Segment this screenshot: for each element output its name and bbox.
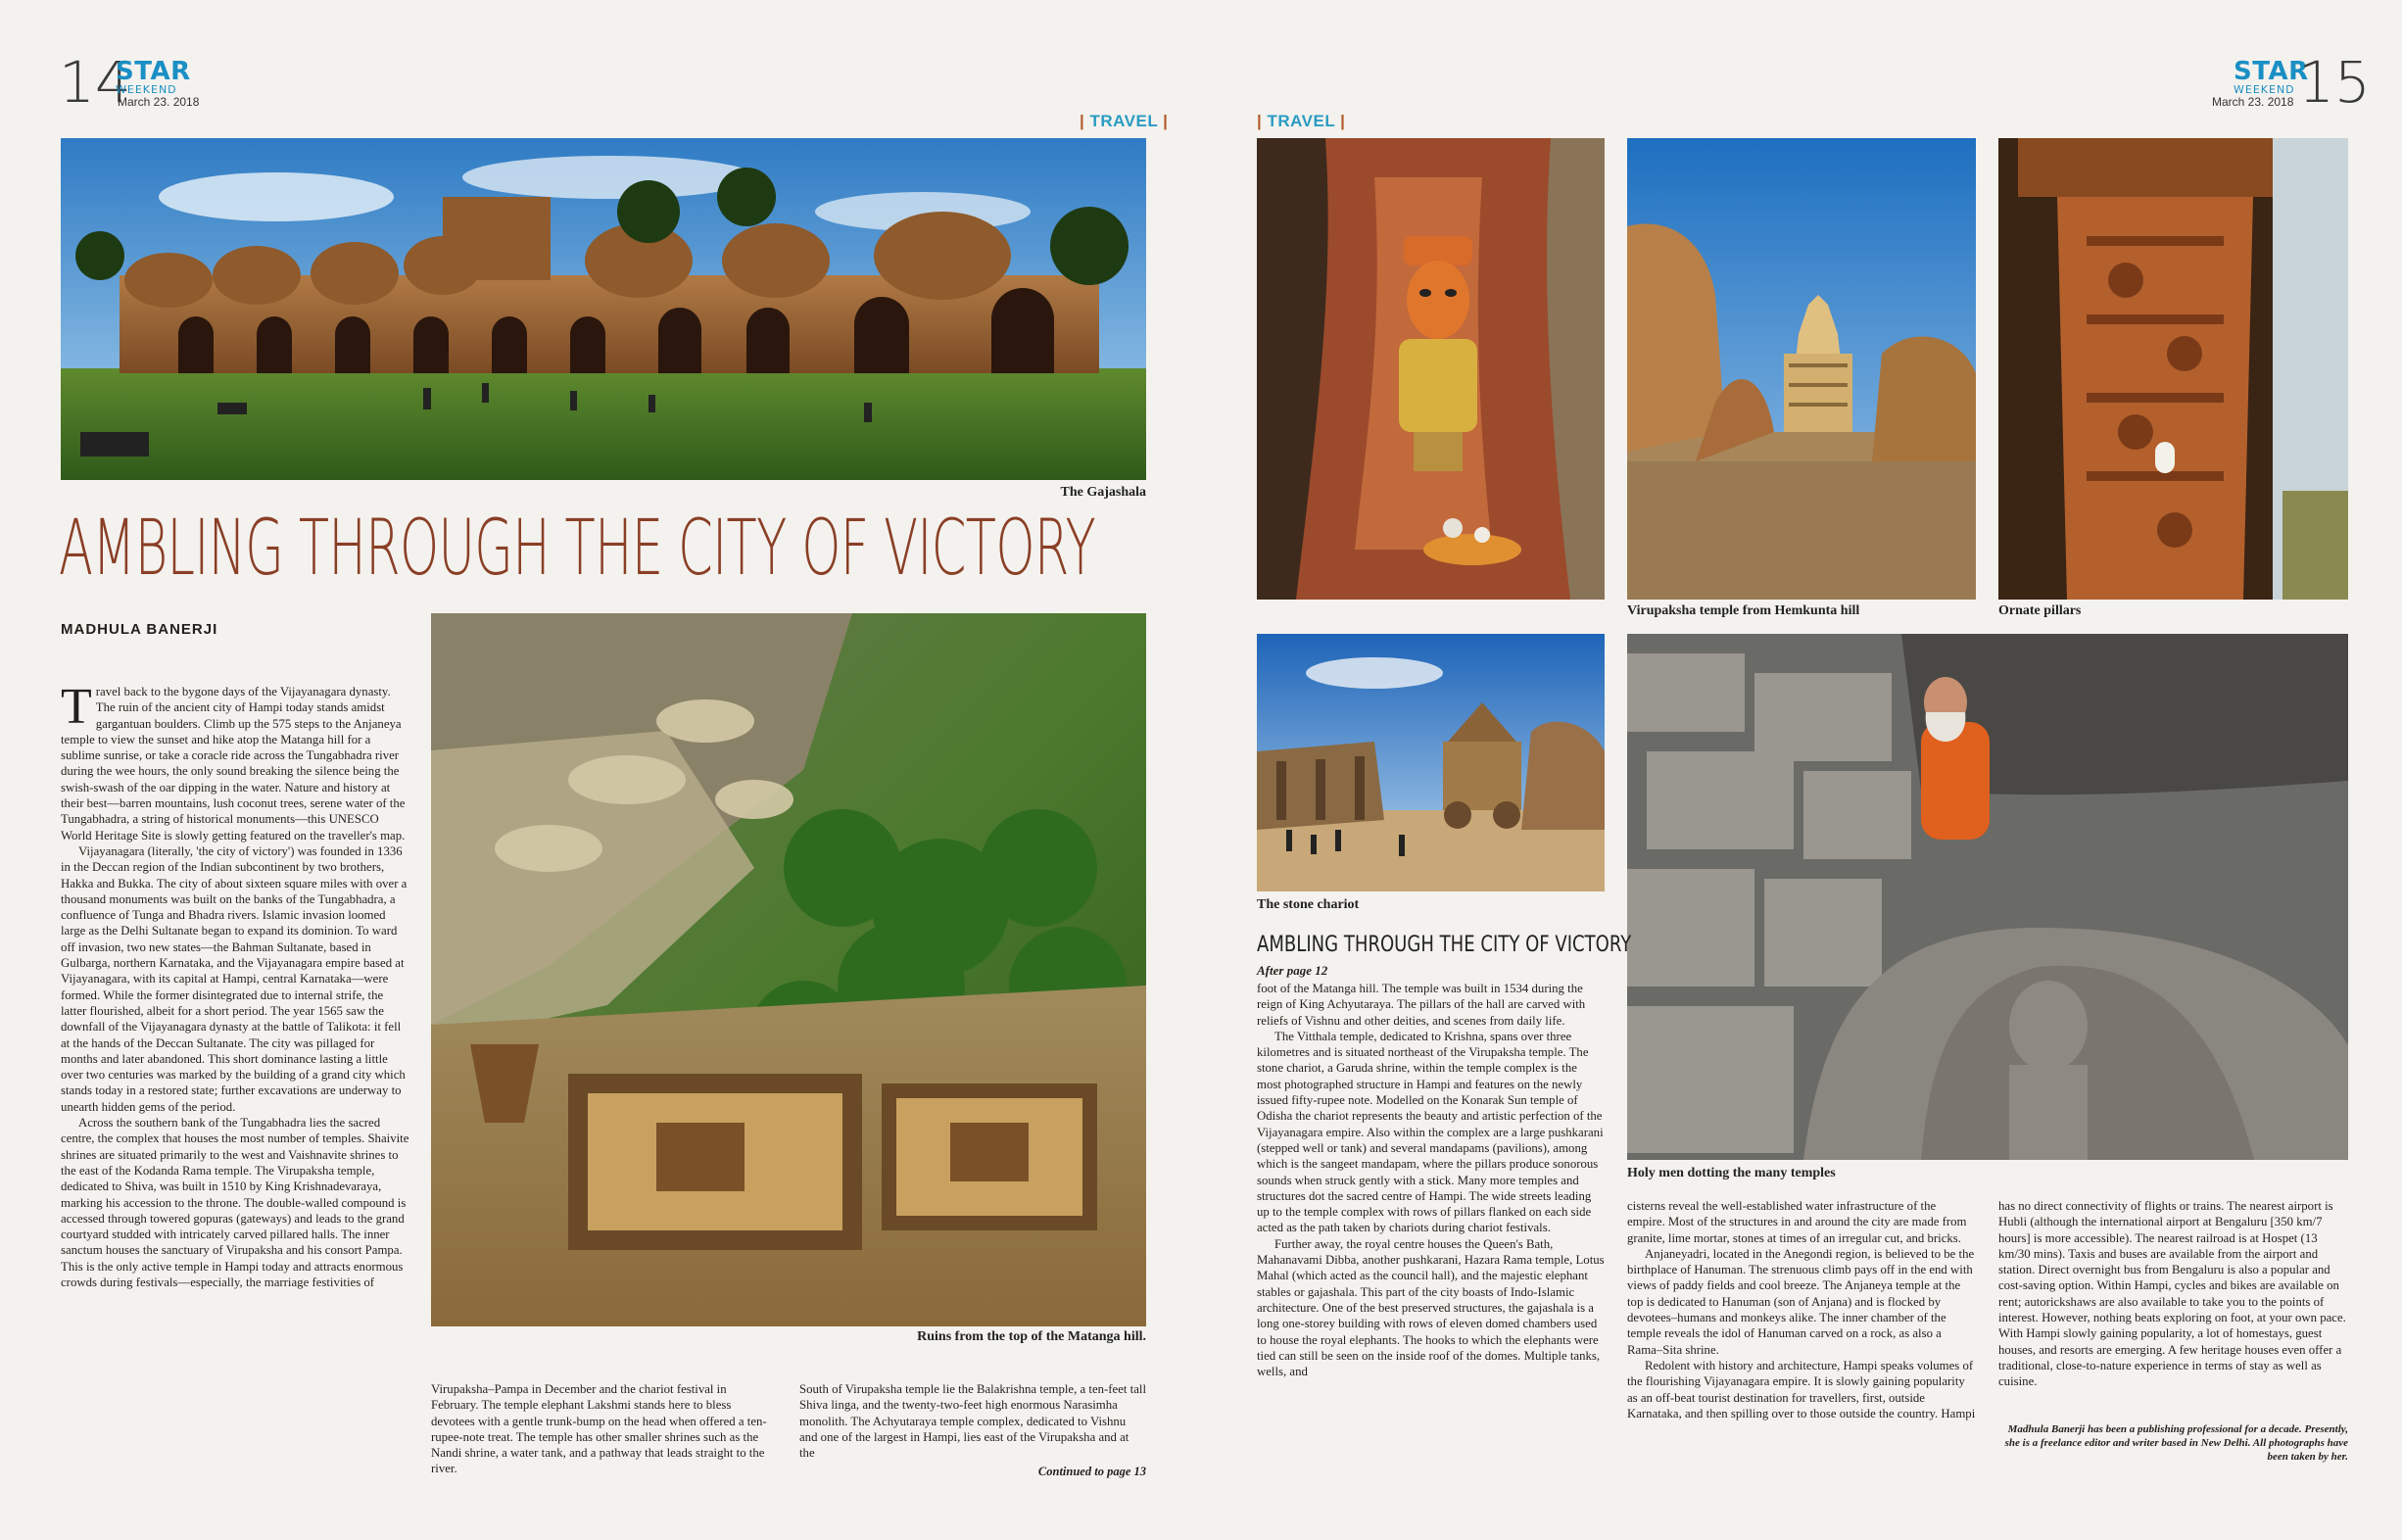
caption-holymen: Holy men dotting the many temples xyxy=(1627,1166,1836,1180)
article-column-4: foot of the Matanga hill. The temple was built in 1534 during the reign of King Achyutaraya. The pillars of the hall are carved with reliefs of Vishnu and other deities, and scenes from daily life. The Vitthala temple, dedicated to Krishna, spans over three kilometres and is situated northeast of the Virupaksha temple. The stone chariot, a Garuda shrine, within the temple complex is the most photographed structure in Hampi and features on the newly issued fifty-rupee note. Modelled on the Konarak Sun temple of Odisha the chariot represents the beauty and artistic perfection of the Vijayanagara empire. Also within the complex are a large pushkarani (stepped well or tank) and several mandapams (pavilions), among which is the sangeet mandapam, where the pillars produce sonorous sounds when struck gently with a stick. Many more temples and structures dot the sacred centre of Hampi. The wide streets leading up to the temple complex with rows of pillars flanked on each side acted as the path taken by chariots during chariot festivals. Further away, the royal centre houses the Queen's Bath, Mahanavami Dibba, another pushkarani, Hazara Rama temple, Lotus Mahal (which acted as the council hall), and the majestic elephant stables or gajashala. This part of the city boasts of Indo-Islamic architecture. One of the best preserved structures, the gajashala is a long one-storey building with rows of eleven domed chambers used to house the royal elephants. The hooks to which the elephants were tied can still be seen on the inside roof of the domes. Multiple tanks, wells, and xyxy=(1257,982,1605,1379)
gajashala-photo xyxy=(61,138,1146,480)
stone-chariot-photo xyxy=(1257,634,1605,891)
headline: AMBLING THROUGH THE CITY OF VICTORY xyxy=(59,505,1096,593)
masthead-date-left: March 23. 2018 xyxy=(118,95,200,109)
after-page-note: After page 12 xyxy=(1257,963,1328,978)
continued-headline: AMBLING THROUGH THE CITY OF VICTORY xyxy=(1257,933,1632,957)
continued-note: Continued to page 13 xyxy=(1037,1465,1146,1478)
virupaksha-photo xyxy=(1627,138,1976,600)
article-column-2: Virupaksha–Pampa in December and the chariot festival in February. The temple elephant Lakshmi stands here to bless devotees with a gentle trunk-bump on the head when offered a ten-rupee-note treat. The temple has other smaller shrines such as the Nandi shrine, a water tank, and a pathway that leads straight to the river. xyxy=(431,1382,767,1476)
article-column-6: has no direct connectivity of flights or trains. The nearest airport is Hubli (although the international airport at Bengaluru [350 km/7 hours] is more accessible). The nearest railroad is at Hospet (13 km/30 mins). Taxis and buses are available from the airport and station. Direct overnight bus from Bengaluru is also a popular and cost-saving option. Within Hampi, cycles and bikes are available on rent; autorickshaws are also available to take you to the points of interest. However, nothing beats exploring on foot, at your own pace. With Hampi slowly gaining popularity, a lot of homestays, guest houses, and resorts are emerging. A few heritage houses even offer a traditional, close-to-nature experience in terms of stay as well as cuisine. xyxy=(1998,1199,2346,1389)
article-column-3: South of Virupaksha temple lie the Balakrishna temple, a ten-feet tall Shiva linga, and the twenty-two-feet high enormous Narasimha monolith. The Achyutaraya temple complex, dedicated to Vishnu and one of the largest in Hampi, lies east of the Virupaksha and at the xyxy=(799,1382,1147,1461)
byline: MADHULA BANERJI xyxy=(61,621,218,638)
page-number-left: 14 xyxy=(59,49,131,116)
holy-men-photo xyxy=(1627,634,2348,1160)
masthead-date-right: March 23. 2018 xyxy=(2212,95,2294,109)
page-number-right: 15 xyxy=(2298,49,2371,116)
ornate-pillars-photo xyxy=(1998,138,2348,600)
author-note: Madhula Banerji has been a publishing professional for a decade. Presently, she is a freelance editor and writer based in New Delhi. All photographs have been taken by her. xyxy=(2004,1423,2348,1463)
section-label-right: | TRAVEL | xyxy=(1257,112,1346,130)
section-label-left: | TRAVEL | xyxy=(1080,112,1169,130)
caption-pillars: Ornate pillars xyxy=(1998,603,2082,618)
caption-virupaksha: Virupaksha temple from Hemkunta hill xyxy=(1627,603,1860,618)
caption-chariot: The stone chariot xyxy=(1257,897,1360,912)
masthead-weekend-right: WEEKEND xyxy=(2234,83,2295,96)
matanga-photo xyxy=(431,613,1146,1326)
shrine-tree-photo xyxy=(1257,138,1605,600)
caption-matanga: Ruins from the top of the Matanga hill. xyxy=(917,1329,1146,1344)
article-column-1: Travel back to the bygone days of the Vijayanagara dynasty. The ruin of the ancient city of Hampi today stands amidst gargantuan boulders. Climb up the 575 steps to the Anjaneya temple to view the sunset and hike atop the Matanga hill for a sublime sunrise, or take a coracle ride across the Tungabhadra river during the wee hours, the only sound breaking the silence being the swish-swash of the oar dipping in the water. Nature and history at their best—barren mountains, lush coconut trees, serene water of the Tungabhadra, a string of historical monuments—this UNESCO World Heritage Site is slowly getting featured on the traveller's map. Vijayanagara (literally, 'the city of victory') was founded in 1336 in the Deccan region of the Indian subcontinent by two brothers, Hakka and Bukka. The city of about sixteen square miles with over a thousand monuments was built on the banks of the Tungabhadra, a confluence of Tunga and Bhadra rivers. Islamic invasion loomed large as the Delhi Sultanate began to expand its dominion. To ward off invasion, two new states—the Bahman Sultanate, based in Gulbarga, northern Karnataka, and the Vijayanagara empire based at Vijayanagara, with its capital at Hampi, central Karnataka—were formed. While the former disintegrated due to internal strife, the latter flourished, albeit for a short period. The year 1565 saw the downfall of the Vijayanagara dynasty at the battle of Talikota: it fell at the hands of the Deccan Sultanate. The city was pillaged for months and later abandoned. This short dominance lasting a little over two centuries was marked by the building of a grand city which stands today in a restored state; further excavations are underway to unearth hidden gems of the period. Across the southern bank of the Tungabhadra lies the sacred centre, the complex that houses the most number of temples. Shaivite shrines are situated primarily to the west and Vaishnavite shrines to the east of the Kodanda Rama temple. The Virupaksha temple, dedicated to Shiva, was built in 1510 by King Krishnadevaraya, marking his accession to the throne. The double-walled compound is accessed through towered gopuras (gateways) and leads to the grand courtyard studded with intricately carved pillared halls. The inner sanctum houses the sanctuary of Virupaksha and his consort Pampa. This is the only active temple in Hampi today and attracts enormous crowds during festivals—especially, the marriage festivities of xyxy=(61,679,409,1289)
article-column-5: cisterns reveal the well-established water infrastructure of the empire. Most of the structures in and around the city are made from granite, lime mortar, stones at times of an irregular cut, and bricks. Anjaneyadri, located in the Anegondi region, is believed to be the birthplace of Hanuman. The strenuous climb pays off in the end with views of paddy fields and cool breeze. The Anjaneya temple at the top is dedicated to Hanuman (son of Anjana) and is flocked by devotees–humans and monkeys alike. The inner chamber of the temple reveals the idol of Hanuman carved on a rock, as also a Rama–Sita shrine. Redolent with history and architecture, Hampi speaks volumes of the flourishing Vijayanagara empire. It is slowly gaining popularity as an off-beat tourist destination for travellers, first, outside Karnataka, and then spilling over to those outside the country. Hampi xyxy=(1627,1199,1976,1420)
masthead-left xyxy=(116,59,191,95)
masthead-star-right: STAR xyxy=(2234,57,2309,86)
caption-gajashala: The Gajashala xyxy=(1060,485,1146,500)
masthead-star: STAR xyxy=(116,57,191,86)
masthead-right xyxy=(2234,57,2309,96)
drop-cap: T xyxy=(61,679,92,735)
masthead-weekend: WEEKEND xyxy=(116,83,177,96)
